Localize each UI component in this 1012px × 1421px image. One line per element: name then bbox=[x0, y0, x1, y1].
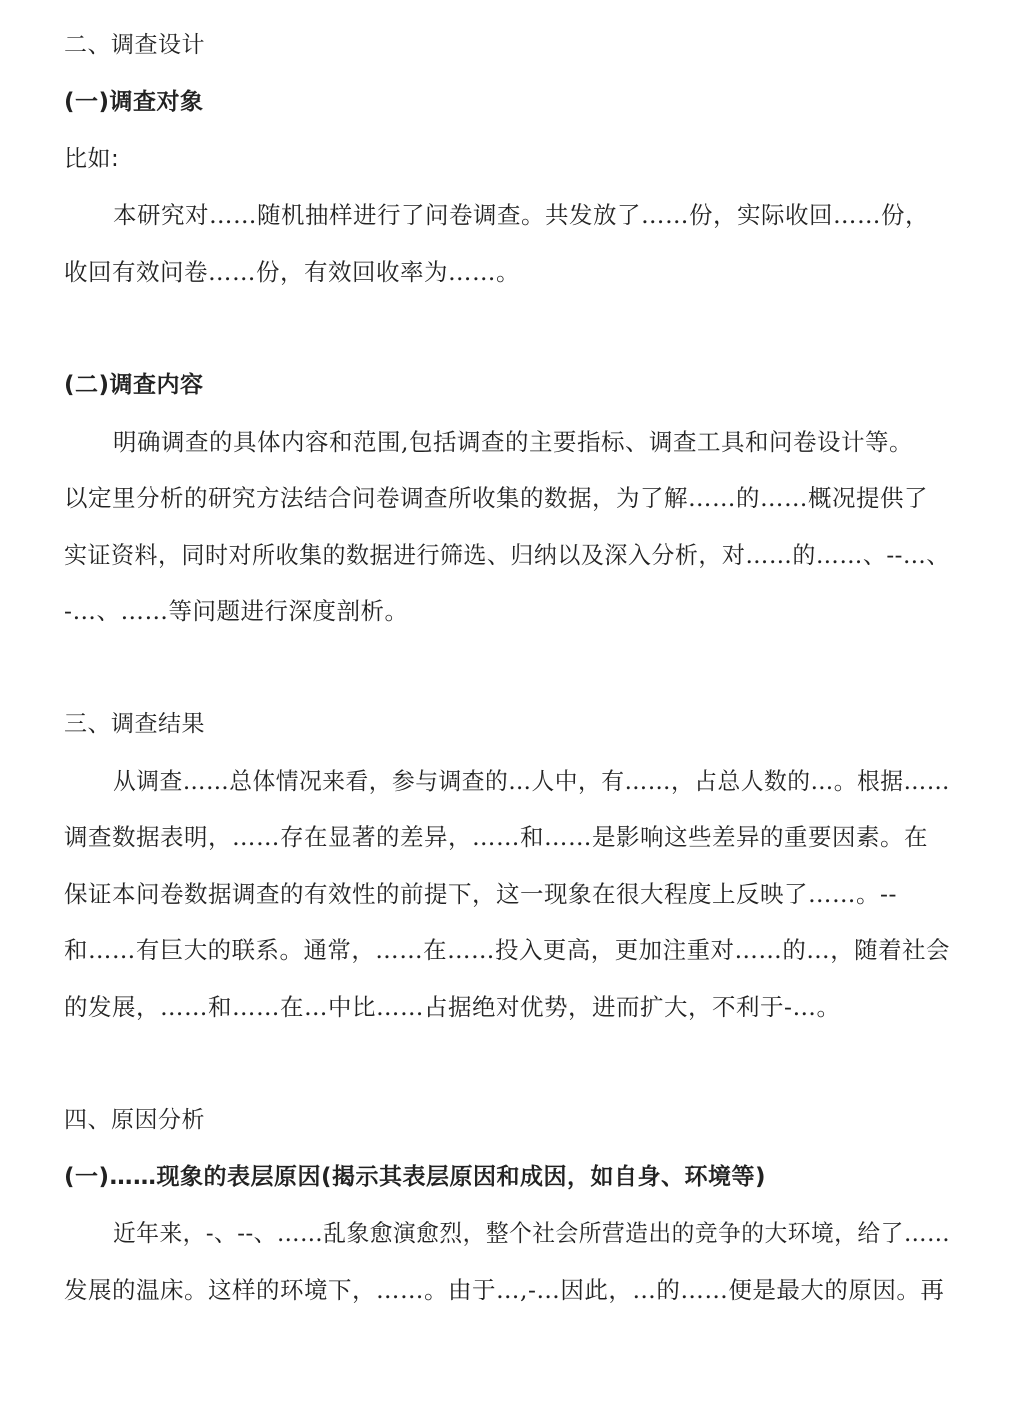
subsection-title-content: (二)调查内容 bbox=[64, 372, 204, 398]
paragraph-line: -…、……等问题进行深度剖析。 bbox=[64, 597, 409, 625]
paragraph-line: 以定里分析的研究方法结合问卷调查所收集的数据，为了解……的……概况提供了 bbox=[64, 484, 928, 512]
paragraph-line: 实证资料，同时对所收集的数据进行筛选、归纳以及深入分析，对……的……、--…、 bbox=[64, 541, 950, 569]
subsection-title-surface-causes: (一)……现象的表层原因(揭示其表层原因和成因，如自身、环境等) bbox=[64, 1164, 767, 1190]
section-title-results: 三、调查结果 bbox=[64, 711, 205, 737]
paragraph-line: 和……有巨大的联系。通常，……在……投入更高，更加注重对……的…，随着社会 bbox=[64, 936, 950, 964]
paragraph-line: 发展的温床。这样的环境下，……。由于…,-…因此，…的……便是最大的原因。再 bbox=[64, 1276, 945, 1304]
paragraph-line: 保证本问卷数据调查的有效性的前提下，这一现象在很大程度上反映了……。-- bbox=[64, 880, 897, 908]
section-title-analysis: 四、原因分析 bbox=[64, 1107, 205, 1133]
paragraph-line: 明确调查的具体内容和范围,包括调查的主要指标、调查工具和问卷设计等。 bbox=[113, 428, 913, 456]
paragraph-line: 调查数据表明，……存在显著的差异，……和……是影响这些差异的重要因素。在 bbox=[64, 823, 928, 851]
paragraph-line: 收回有效问卷……份，有效回收率为……。 bbox=[64, 258, 520, 286]
paragraph-line: 本研究对……随机抽样进行了问卷调查。共发放了……份，实际收回……份， bbox=[113, 201, 929, 229]
subsection-title-object: (一)调查对象 bbox=[64, 89, 204, 115]
paragraph-line: 的发展，……和……在…中比……占据绝对优势，进而扩大，不利于-…。 bbox=[64, 993, 841, 1021]
paragraph-line: 近年来，-、--、……乱象愈演愈烈，整个社会所营造出的竞争的大环境，给了…… bbox=[113, 1219, 951, 1247]
paragraph-line: 从调查……总体情况来看，参与调查的…人中，有……，占总人数的…。根据…… bbox=[113, 767, 951, 795]
section-title-design: 二、调查设计 bbox=[64, 32, 205, 58]
example-label: 比如: bbox=[64, 146, 120, 172]
